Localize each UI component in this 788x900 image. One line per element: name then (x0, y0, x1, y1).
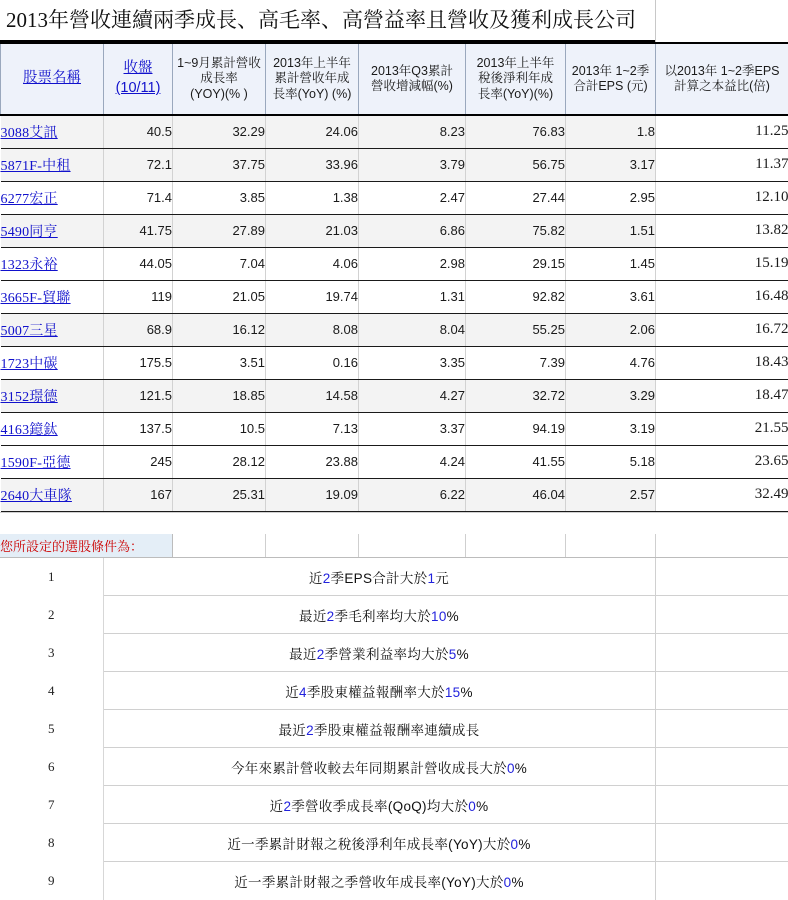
header-line: 長率(YoY)(%) (466, 87, 565, 102)
stock-link[interactable]: 3152璟德 (1, 390, 58, 405)
revenue-1h-yoy-cell: 21.03 (266, 214, 359, 247)
close-price-cell: 40.5 (104, 115, 173, 148)
criteria-highlight: 15 (445, 685, 461, 700)
criteria-row-tail (655, 748, 788, 786)
header-line: 營收增減幅(%) (359, 79, 465, 94)
stock-name-cell[interactable] (1, 412, 104, 445)
criteria-plain: % (511, 875, 523, 890)
revenue-9m-growth-cell: 28.12 (173, 445, 266, 478)
stock-name-cell[interactable] (1, 280, 104, 313)
criteria-row-tail (655, 786, 788, 824)
criteria-plain: 最近 (289, 647, 317, 662)
criteria-number: 2 (0, 596, 103, 634)
net-profit-1h-yoy-cell: 76.83 (466, 115, 566, 148)
stock-table (0, 42, 788, 512)
table-row (1, 280, 788, 313)
revenue-9m-growth-cell: 25.31 (173, 478, 266, 511)
table-row (1, 214, 788, 247)
criteria-highlight: 2 (306, 723, 314, 738)
column-header-per (656, 43, 788, 115)
page-title: 2013年營收連續兩季成長、高毛率、高營益率且營收及獲利成長公司 (0, 0, 655, 42)
header-line: 以2013年 1~2季EPS (656, 64, 788, 79)
per-cell: 32.49 (656, 478, 788, 511)
revenue-1h-yoy-cell: 0.16 (266, 346, 359, 379)
stock-name-cell[interactable] (1, 379, 104, 412)
stock-name-cell[interactable] (1, 115, 104, 148)
eps-h1-cell: 2.57 (566, 478, 656, 511)
revenue-q3-change-cell: 3.35 (359, 346, 466, 379)
revenue-9m-growth-cell: 37.75 (173, 148, 266, 181)
criteria-plain: % (457, 647, 469, 662)
revenue-9m-growth-cell: 27.89 (173, 214, 266, 247)
criteria-plain: 近一季累計財報之稅後淨利年成長率(YoY)大於 (227, 837, 510, 852)
eps-h1-cell: 1.51 (566, 214, 656, 247)
close-price-cell: 245 (104, 445, 173, 478)
stock-table-body (1, 115, 788, 511)
criteria-highlight: 0 (504, 875, 512, 890)
criteria-row (0, 862, 788, 900)
revenue-9m-growth-cell: 10.5 (173, 412, 266, 445)
header-line: 2013年 1~2季 (566, 64, 655, 79)
header-line: 長率(YoY) (%) (266, 87, 358, 102)
revenue-9m-growth-cell: 21.05 (173, 280, 266, 313)
revenue-q3-change-cell: 8.23 (359, 115, 466, 148)
stock-name-cell[interactable] (1, 313, 104, 346)
criteria-text (103, 672, 655, 710)
column-header-net-profit-1h-yoy (466, 43, 566, 115)
criteria-highlight: 2 (327, 609, 335, 624)
stock-name-cell[interactable] (1, 181, 104, 214)
criteria-plain: 近一季累計財報之季營收年成長率(YoY)大於 (234, 875, 503, 890)
close-price-cell: 71.4 (104, 181, 173, 214)
revenue-q3-change-cell: 3.79 (359, 148, 466, 181)
per-cell: 16.72 (656, 313, 788, 346)
criteria-plain: 元 (435, 571, 449, 586)
criteria-text (103, 786, 655, 824)
stock-link[interactable]: 6277宏正 (1, 192, 58, 207)
column-header-revenue-q3-change (359, 43, 466, 115)
eps-h1-cell: 2.06 (566, 313, 656, 346)
revenue-q3-change-cell: 6.86 (359, 214, 466, 247)
revenue-q3-change-cell: 2.98 (359, 247, 466, 280)
net-profit-1h-yoy-cell: 55.25 (466, 313, 566, 346)
header-line: 1~9月累計營收 (173, 56, 265, 71)
criteria-text (103, 558, 655, 596)
criteria-text (103, 634, 655, 672)
table-row (1, 445, 788, 478)
criteria-text (103, 748, 655, 786)
close-price-cell: 121.5 (104, 379, 173, 412)
criteria-plain: % (518, 837, 530, 852)
revenue-q3-change-cell: 8.04 (359, 313, 466, 346)
revenue-1h-yoy-cell: 19.09 (266, 478, 359, 511)
stock-link[interactable]: 2640大車隊 (1, 489, 72, 504)
criteria-heading-blank (172, 534, 265, 558)
revenue-1h-yoy-cell: 8.08 (266, 313, 359, 346)
column-header-eps-h1 (566, 43, 656, 115)
stock-link[interactable]: 1723中碳 (1, 357, 58, 372)
criteria-row (0, 672, 788, 710)
eps-h1-cell: 3.29 (566, 379, 656, 412)
revenue-q3-change-cell: 4.24 (359, 445, 466, 478)
criteria-row-tail (655, 710, 788, 748)
table-header-row (1, 43, 788, 115)
criteria-highlight: 2 (317, 647, 325, 662)
eps-h1-cell: 3.19 (566, 412, 656, 445)
close-header-link-line2[interactable]: (10/11) (104, 79, 172, 99)
criteria-heading-blank (655, 534, 788, 558)
net-profit-1h-yoy-cell: 29.15 (466, 247, 566, 280)
criteria-plain: 最近 (278, 723, 306, 738)
column-header-revenue-1h-yoy (266, 43, 359, 115)
close-price-cell: 119 (104, 280, 173, 313)
column-header-stock-name[interactable] (1, 43, 104, 115)
per-cell: 11.37 (656, 148, 788, 181)
criteria-row-tail (655, 824, 788, 862)
header-line: 成長率 (173, 71, 265, 86)
criteria-number: 3 (0, 634, 103, 672)
table-row (1, 478, 788, 511)
criteria-row (0, 824, 788, 862)
section-gap (0, 512, 788, 534)
revenue-9m-growth-cell: 16.12 (173, 313, 266, 346)
eps-h1-cell: 1.45 (566, 247, 656, 280)
criteria-number: 1 (0, 558, 103, 596)
criteria-text (103, 710, 655, 748)
criteria-row (0, 710, 788, 748)
revenue-q3-change-cell: 4.27 (359, 379, 466, 412)
criteria-highlight: 0 (468, 799, 476, 814)
eps-h1-cell: 1.8 (566, 115, 656, 148)
close-price-cell: 137.5 (104, 412, 173, 445)
stock-link[interactable]: 5871F-中租 (1, 159, 71, 174)
eps-h1-cell: 3.61 (566, 280, 656, 313)
criteria-body (0, 558, 788, 900)
criteria-row (0, 558, 788, 596)
header-line: (YOY)(% ) (173, 87, 265, 102)
header-line: 稅後淨利年成 (466, 71, 565, 86)
net-profit-1h-yoy-cell: 56.75 (466, 148, 566, 181)
criteria-text (103, 824, 655, 862)
criteria-plain: % (476, 799, 488, 814)
net-profit-1h-yoy-cell: 27.44 (466, 181, 566, 214)
criteria-heading: 您所設定的選股條件為： (0, 534, 172, 558)
revenue-1h-yoy-cell: 4.06 (266, 247, 359, 280)
revenue-q3-change-cell: 6.22 (359, 478, 466, 511)
revenue-1h-yoy-cell: 19.74 (266, 280, 359, 313)
criteria-number: 7 (0, 786, 103, 824)
criteria-row-tail (655, 634, 788, 672)
revenue-q3-change-cell: 3.37 (359, 412, 466, 445)
criteria-plain: % (460, 685, 472, 700)
eps-h1-cell: 2.95 (566, 181, 656, 214)
criteria-row (0, 748, 788, 786)
stock-name-cell[interactable] (1, 214, 104, 247)
criteria-table (0, 534, 788, 900)
per-cell: 18.47 (656, 379, 788, 412)
revenue-9m-growth-cell: 18.85 (173, 379, 266, 412)
revenue-1h-yoy-cell: 24.06 (266, 115, 359, 148)
close-price-cell: 72.1 (104, 148, 173, 181)
criteria-highlight: 5 (449, 647, 457, 662)
criteria-row (0, 634, 788, 672)
stock-name-cell[interactable] (1, 346, 104, 379)
stock-name-cell[interactable] (1, 445, 104, 478)
criteria-heading-blank (358, 534, 465, 558)
net-profit-1h-yoy-cell: 7.39 (466, 346, 566, 379)
criteria-number: 9 (0, 862, 103, 900)
eps-h1-cell: 4.76 (566, 346, 656, 379)
column-header-close-price[interactable] (104, 43, 173, 115)
net-profit-1h-yoy-cell: 94.19 (466, 412, 566, 445)
criteria-highlight: 0 (511, 837, 519, 852)
criteria-number: 6 (0, 748, 103, 786)
stock-link[interactable]: 4163鐿鈦 (1, 423, 58, 438)
table-row (1, 379, 788, 412)
close-price-cell: 44.05 (104, 247, 173, 280)
criteria-plain: 季營業利益率均大於 (325, 647, 449, 662)
title-row (0, 0, 788, 42)
close-header-link-line1[interactable]: 收盤 (104, 59, 172, 79)
header-line: 累計營收年成 (266, 71, 358, 86)
revenue-9m-growth-cell: 32.29 (173, 115, 266, 148)
criteria-highlight: 2 (323, 571, 331, 586)
header-line: 計算之本益比(倍) (656, 79, 788, 94)
net-profit-1h-yoy-cell: 41.55 (466, 445, 566, 478)
revenue-q3-change-cell: 1.31 (359, 280, 466, 313)
close-price-cell: 175.5 (104, 346, 173, 379)
revenue-q3-change-cell: 2.47 (359, 181, 466, 214)
per-cell: 12.10 (656, 181, 788, 214)
criteria-plain: 季股東權益報酬率連續成長 (314, 723, 480, 738)
stock-link[interactable]: 5490同亨 (1, 225, 58, 240)
per-cell: 11.25 (656, 115, 788, 148)
revenue-9m-growth-cell: 3.85 (173, 181, 266, 214)
criteria-highlight: 1 (427, 571, 435, 586)
stock-name-cell[interactable] (1, 247, 104, 280)
per-cell: 18.43 (656, 346, 788, 379)
per-cell: 23.65 (656, 445, 788, 478)
table-row (1, 412, 788, 445)
per-cell: 13.82 (656, 214, 788, 247)
net-profit-1h-yoy-cell: 75.82 (466, 214, 566, 247)
revenue-9m-growth-cell: 3.51 (173, 346, 266, 379)
table-row (1, 247, 788, 280)
revenue-1h-yoy-cell: 7.13 (266, 412, 359, 445)
criteria-highlight: 4 (299, 685, 307, 700)
criteria-highlight: 10 (431, 609, 447, 624)
criteria-text (103, 596, 655, 634)
header-line: 2013年上半年 (466, 56, 565, 71)
criteria-row (0, 596, 788, 634)
criteria-plain: 近 (309, 571, 323, 586)
revenue-1h-yoy-cell: 14.58 (266, 379, 359, 412)
criteria-highlight: 0 (507, 761, 515, 776)
stock-link[interactable]: 1323永裕 (1, 258, 58, 273)
criteria-plain: % (515, 761, 527, 776)
header-line: 合計EPS (元) (566, 79, 655, 94)
close-price-cell: 68.9 (104, 313, 173, 346)
criteria-plain: 今年來累計營收較去年同期累計營收成長大於 (231, 761, 507, 776)
criteria-row-tail (655, 596, 788, 634)
table-row (1, 313, 788, 346)
per-cell: 15.19 (656, 247, 788, 280)
revenue-1h-yoy-cell: 1.38 (266, 181, 359, 214)
criteria-number: 4 (0, 672, 103, 710)
net-profit-1h-yoy-cell: 46.04 (466, 478, 566, 511)
title-spacer-cell (655, 0, 788, 42)
column-header-revenue-9m-growth (173, 43, 266, 115)
per-cell: 21.55 (656, 412, 788, 445)
criteria-plain: 季毛利率均大於 (334, 609, 431, 624)
criteria-row-tail (655, 862, 788, 900)
stock-link[interactable]: 1590F-亞德 (1, 456, 71, 471)
criteria-plain: 近 (270, 799, 284, 814)
criteria-number: 8 (0, 824, 103, 862)
per-cell: 16.48 (656, 280, 788, 313)
criteria-row-tail (655, 558, 788, 596)
criteria-row (0, 786, 788, 824)
header-line: 2013年Q3累計 (359, 64, 465, 79)
eps-h1-cell: 3.17 (566, 148, 656, 181)
criteria-heading-blank (265, 534, 358, 558)
criteria-plain: 季EPS合計大於 (331, 571, 428, 586)
criteria-heading-row (0, 534, 788, 558)
stock-name-header-link[interactable]: 股票名稱 (1, 69, 103, 89)
criteria-plain: 季營收季成長率(QoQ)均大於 (291, 799, 468, 814)
revenue-9m-growth-cell: 7.04 (173, 247, 266, 280)
criteria-heading-blank (465, 534, 565, 558)
close-price-cell: 167 (104, 478, 173, 511)
stock-link[interactable]: 3088艾訊 (1, 126, 58, 141)
eps-h1-cell: 5.18 (566, 445, 656, 478)
stock-link[interactable]: 3665F-貿聯 (1, 291, 71, 306)
criteria-row-tail (655, 672, 788, 710)
criteria-text (103, 862, 655, 900)
criteria-plain: 近 (285, 685, 299, 700)
header-line: 2013年上半年 (266, 56, 358, 71)
net-profit-1h-yoy-cell: 92.82 (466, 280, 566, 313)
criteria-heading-blank (565, 534, 655, 558)
table-row (1, 115, 788, 148)
revenue-1h-yoy-cell: 33.96 (266, 148, 359, 181)
revenue-1h-yoy-cell: 23.88 (266, 445, 359, 478)
table-row (1, 148, 788, 181)
stock-name-cell[interactable] (1, 148, 104, 181)
table-row (1, 346, 788, 379)
close-price-cell: 41.75 (104, 214, 173, 247)
criteria-plain: 季股東權益報酬率大於 (307, 685, 445, 700)
stock-name-cell[interactable] (1, 478, 104, 511)
criteria-highlight: 2 (283, 799, 291, 814)
net-profit-1h-yoy-cell: 32.72 (466, 379, 566, 412)
table-row (1, 181, 788, 214)
stock-link[interactable]: 5007三星 (1, 324, 58, 339)
criteria-number: 5 (0, 710, 103, 748)
criteria-plain: 最近 (299, 609, 327, 624)
criteria-plain: % (447, 609, 459, 624)
